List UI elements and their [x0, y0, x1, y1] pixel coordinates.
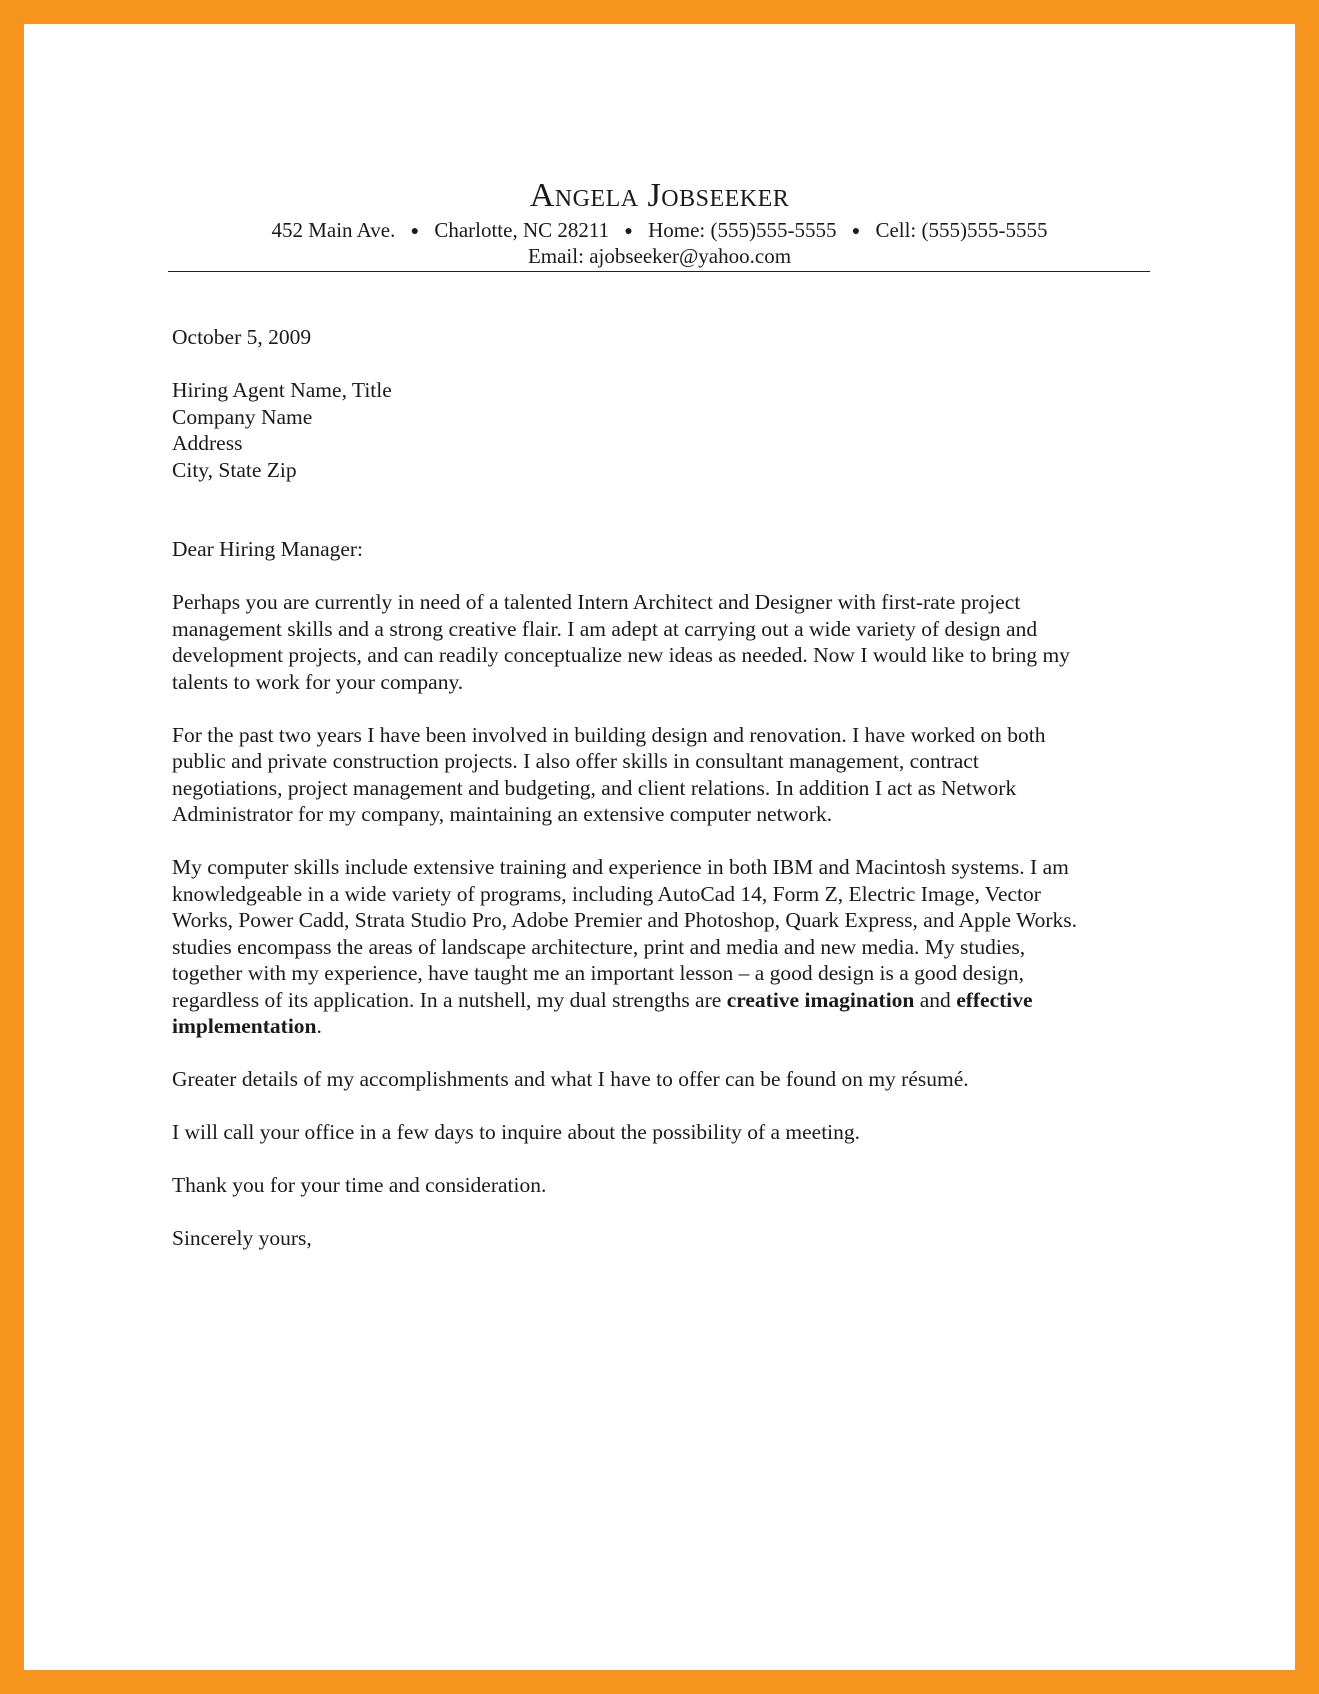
- bullet-icon: ●: [851, 224, 861, 239]
- recipient-line: Address: [172, 431, 243, 455]
- header-divider: [168, 271, 1150, 272]
- paragraph-line: [172, 987, 1152, 1014]
- recipient-line: Hiring Agent Name, Title: [172, 378, 392, 402]
- paragraph-line: [172, 1013, 1152, 1040]
- paragraph-2: [172, 722, 1152, 828]
- paragraph-line: Administrator for my company, maintaining an extensive computer network.: [172, 802, 833, 826]
- bold-phrase: effective: [956, 987, 1033, 1012]
- applicant-name: Angela Jobseeker: [529, 177, 790, 214]
- paragraph-4: Greater details of my accomplishments and what I have to offer can be found on my résumé.: [172, 1067, 969, 1091]
- bullet-icon: ●: [624, 224, 633, 239]
- email-line: Email: ajobseeker@yahoo.com: [527, 244, 792, 268]
- street-address: 452 Main Ave.: [271, 218, 396, 242]
- letter-body: [172, 324, 1152, 1252]
- recipient-line: Company Name: [172, 404, 313, 429]
- paragraph-line: For the past two years I have been involved in building design and renovation. I have worked on both: [172, 722, 1046, 747]
- text-run: regardless of its application. In a nutshell, my dual strengths are: [172, 987, 727, 1012]
- bullet-icon: ●: [410, 224, 420, 239]
- paragraph-line: negotiations, project management and budgeting, and client relations. In addition I act as Network: [172, 775, 1017, 800]
- home-phone: Home: (555)555-5555: [648, 218, 837, 242]
- paragraph-5: I will call your office in a few days to inquire about the possibility of a meeting.: [172, 1120, 861, 1144]
- cell-phone: Cell: (555)555-5555: [875, 218, 1048, 242]
- bold-phrase: creative imagination: [726, 987, 915, 1012]
- paragraph-3: [172, 854, 1152, 1040]
- paragraph-line: public and private construction projects. I also offer skills in consultant management, contract: [172, 749, 979, 773]
- paragraph-1: [172, 589, 1152, 695]
- paragraph-6: Thank you for your time and consideration.: [172, 1173, 547, 1197]
- paragraph-line: Perhaps you are currently in need of a talented Intern Architect and Designer with first-rate project: [172, 590, 1021, 614]
- bold-phrase: implementation: [172, 1014, 317, 1038]
- contact-line: [0, 217, 1319, 245]
- paragraph-line: Works, Power Cadd, Strata Studio Pro, Adobe Premier and Photoshop, Quark Express, and Apple Works.: [172, 908, 1078, 932]
- paragraph-line: development projects, and can readily conceptualize new ideas as needed. Now I would like to bring my: [172, 643, 1070, 667]
- paragraph-line: management skills and a strong creative flair. I am adept at carrying out a wide variety of design and: [172, 616, 1038, 641]
- recipient-line: City, State Zip: [172, 457, 297, 482]
- paragraph-line: together with my experience, have taught me an important lesson – a good design is a good design,: [172, 961, 1025, 985]
- paragraph-line: knowledgeable in a wide variety of programs, including AutoCad 14, Form Z, Electric Image, Vector: [172, 881, 1041, 906]
- paragraph-line: studies encompass the areas of landscape architecture, print and media and new media. My studies,: [172, 934, 1026, 959]
- closing: Sincerely yours,: [172, 1226, 312, 1250]
- letter-date: October 5, 2009: [172, 325, 312, 349]
- recipient-block: [172, 377, 1152, 483]
- paragraph-line: My computer skills include extensive training and experience in both IBM and Macintosh systems. I am: [172, 855, 1069, 879]
- city-state-zip: Charlotte, NC 28211: [434, 218, 610, 242]
- paragraph-line: talents to work for your company.: [172, 669, 464, 694]
- salutation: Dear Hiring Manager:: [172, 537, 364, 561]
- text-run: .: [316, 1014, 322, 1038]
- text-run: and: [914, 987, 957, 1012]
